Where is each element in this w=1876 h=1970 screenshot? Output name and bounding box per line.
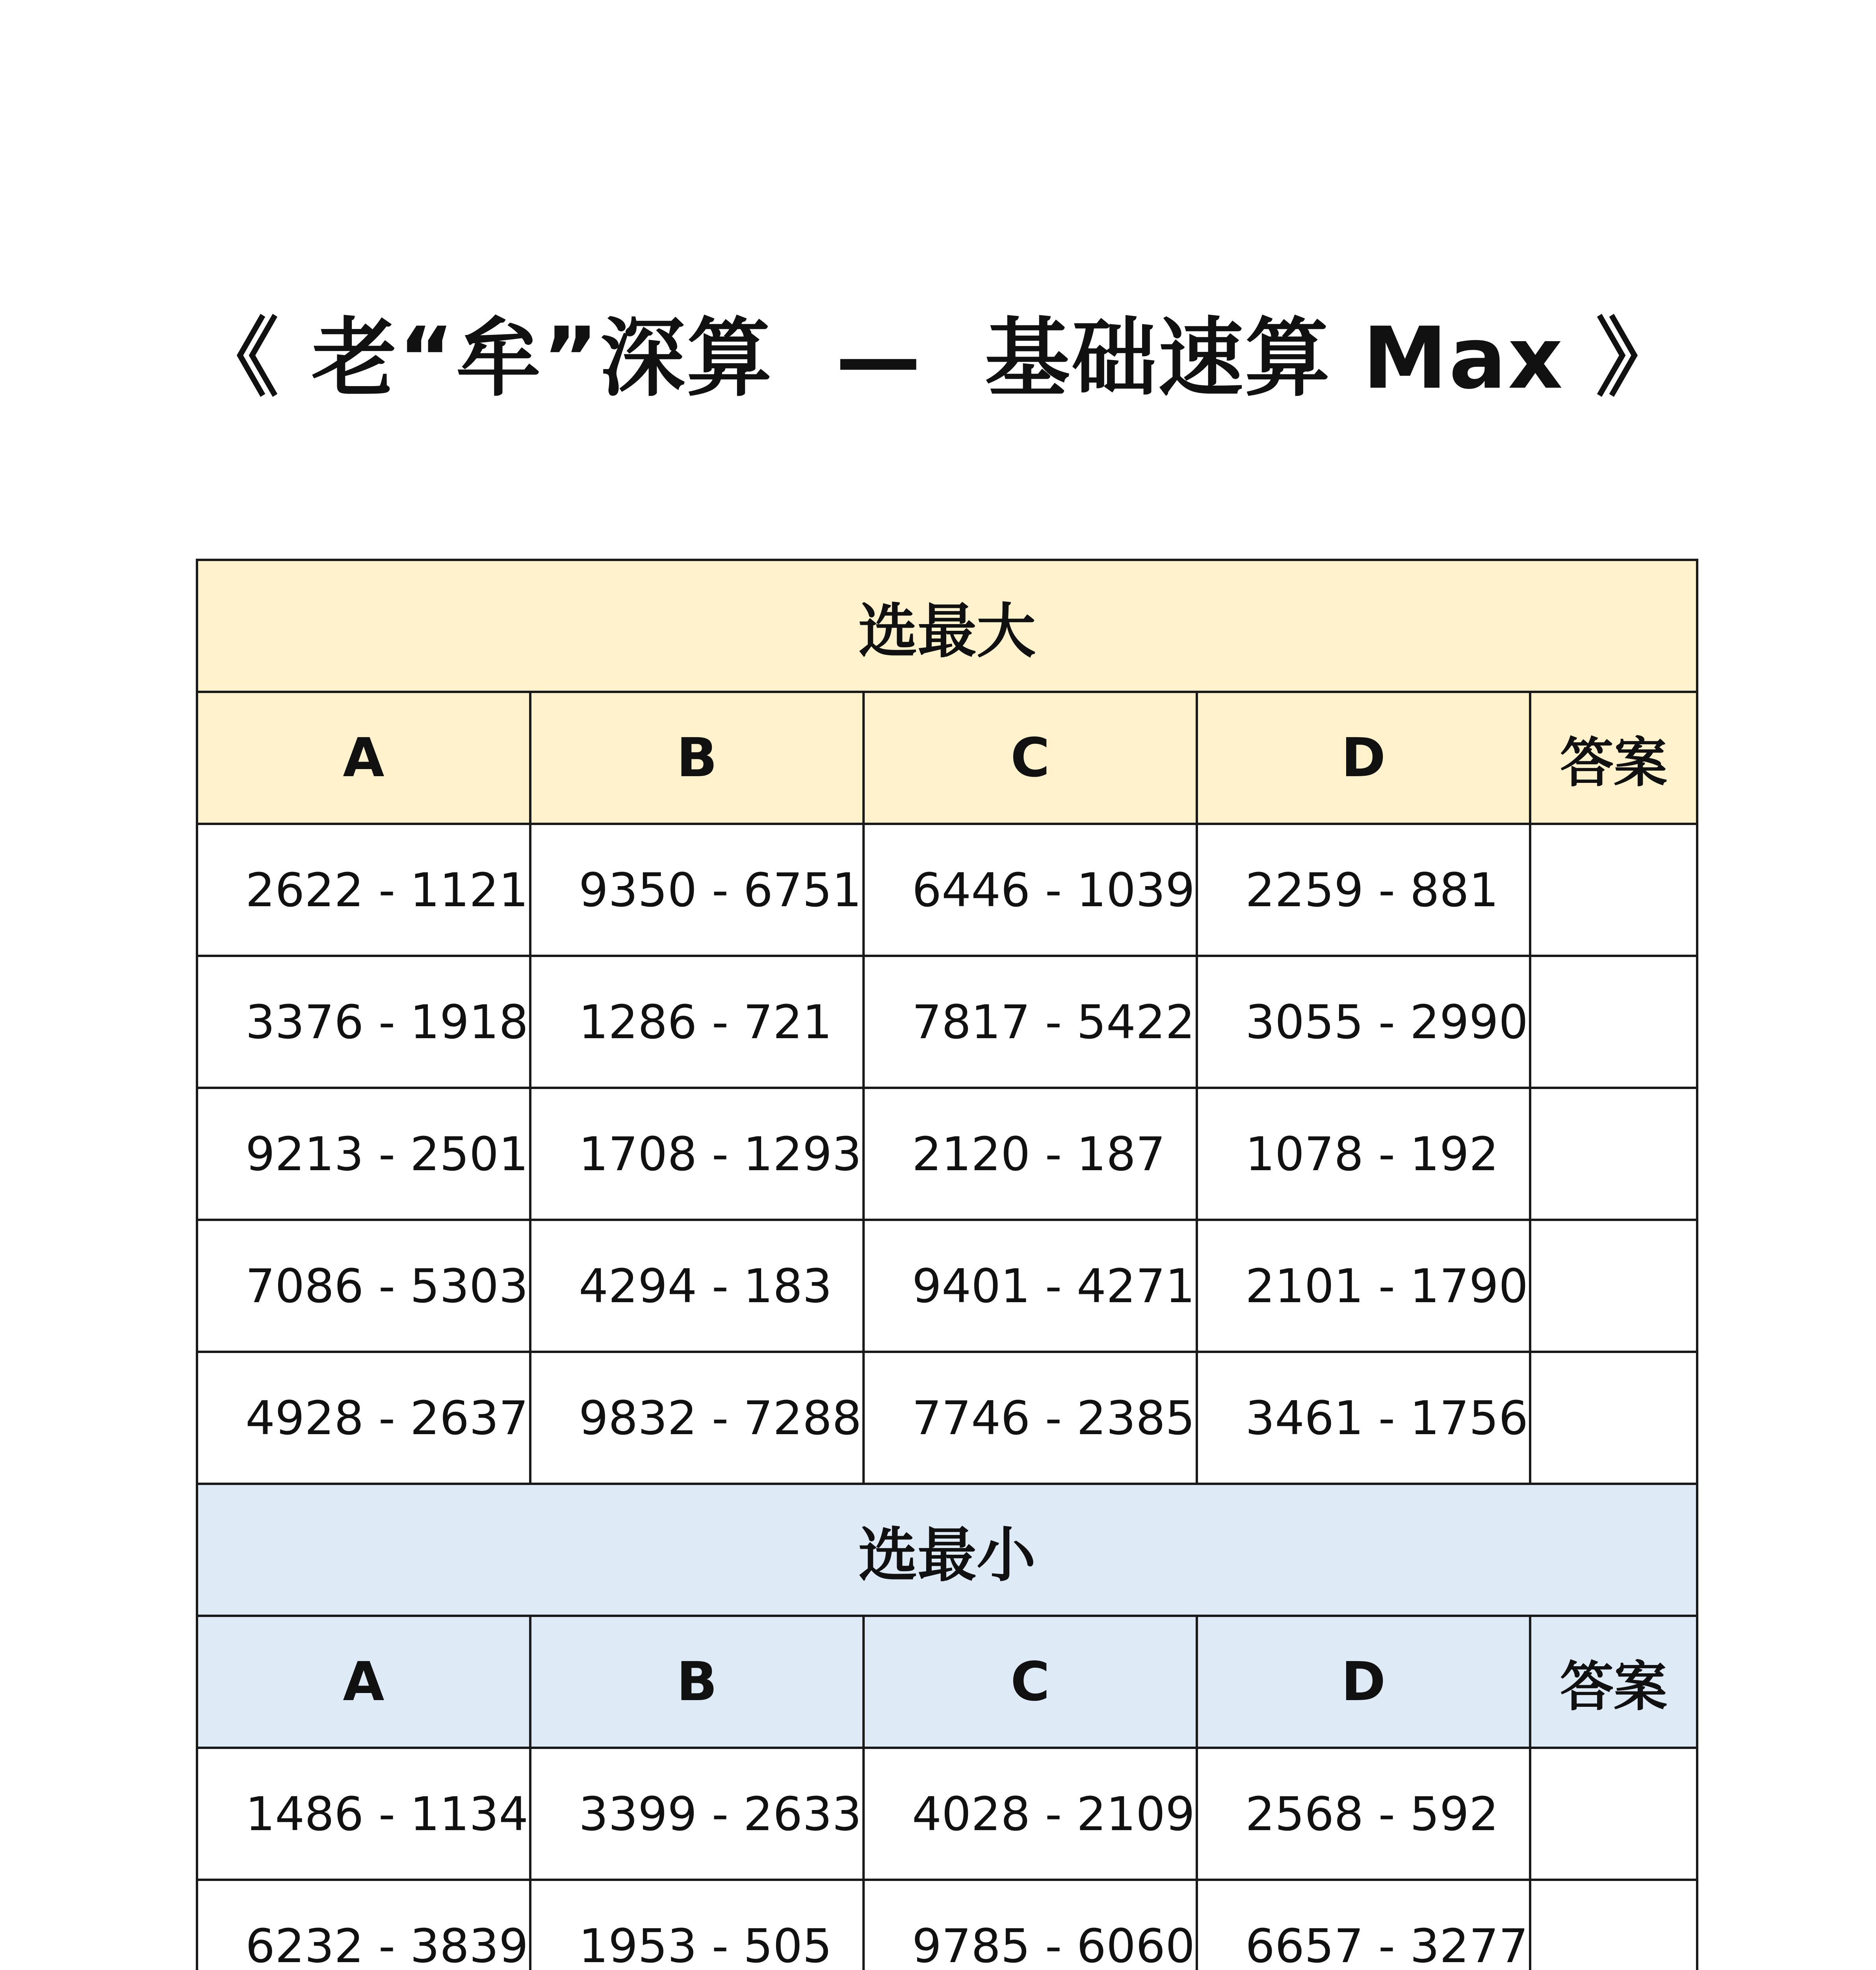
problem-cell: 2120 - 187 [864,1088,1197,1220]
problem-cell: 6446 - 1039 [864,824,1197,956]
column-header-c: C [864,692,1197,824]
problem-cell: 1078 - 192 [1197,1088,1530,1220]
column-header-answer: 答案 [1530,1616,1697,1748]
problem-cell: 9785 - 6060 [864,1880,1197,1970]
worksheet-table [196,559,1698,1970]
problem-cell: 3461 - 1756 [1197,1352,1530,1484]
column-header-row [197,1616,1697,1748]
column-header-d: D [1197,1616,1530,1748]
problem-cell: 1486 - 1134 [197,1748,530,1880]
problem-row [197,1748,1697,1880]
problem-cell: 2101 - 1790 [1197,1220,1530,1352]
problem-cell: 6232 - 3839 [197,1880,530,1970]
problem-cell: 2622 - 1121 [197,824,530,956]
problem-cell: 4928 - 2637 [197,1352,530,1484]
problem-row [197,956,1697,1088]
section-title-max: 选最大 [197,560,1697,692]
problem-cell: 2568 - 592 [1197,1748,1530,1880]
answer-cell[interactable] [1530,1220,1697,1352]
answer-cell[interactable] [1530,956,1697,1088]
section-title-min: 选最小 [197,1484,1697,1616]
problem-cell: 6657 - 3277 [1197,1880,1530,1970]
page-title: 《 老“牟”深算 — 基础速算 Max 》 [193,309,1683,408]
section-title-row [197,1484,1697,1616]
column-header-answer: 答案 [1530,692,1697,824]
problem-cell: 9213 - 2501 [197,1088,530,1220]
problem-cell: 3376 - 1918 [197,956,530,1088]
problem-cell: 7817 - 5422 [864,956,1197,1088]
problem-cell: 9350 - 6751 [530,824,864,956]
column-header-a: A [197,692,530,824]
column-header-row [197,692,1697,824]
problem-cell: 1286 - 721 [530,956,864,1088]
problem-cell: 9832 - 7288 [530,1352,864,1484]
answer-cell[interactable] [1530,1748,1697,1880]
problem-cell: 4028 - 2109 [864,1748,1197,1880]
column-header-d: D [1197,692,1530,824]
problem-cell: 7746 - 2385 [864,1352,1197,1484]
problem-cell: 1708 - 1293 [530,1088,864,1220]
problem-cell: 3055 - 2990 [1197,956,1530,1088]
column-header-a: A [197,1616,530,1748]
column-header-c: C [864,1616,1197,1748]
section-title-row [197,560,1697,692]
problem-cell: 9401 - 4271 [864,1220,1197,1352]
problem-row [197,1352,1697,1484]
problem-cell: 4294 - 183 [530,1220,864,1352]
problem-row [197,824,1697,956]
answer-cell[interactable] [1530,1088,1697,1220]
answer-cell[interactable] [1530,1880,1697,1970]
column-header-b: B [530,1616,864,1748]
problem-cell: 3399 - 2633 [530,1748,864,1880]
problem-cell: 7086 - 5303 [197,1220,530,1352]
problem-cell: 1953 - 505 [530,1880,864,1970]
answer-cell[interactable] [1530,1352,1697,1484]
answer-cell[interactable] [1530,824,1697,956]
problem-row [197,1220,1697,1352]
problem-row [197,1088,1697,1220]
problem-row [197,1880,1697,1970]
problem-cell: 2259 - 881 [1197,824,1530,956]
column-header-b: B [530,692,864,824]
